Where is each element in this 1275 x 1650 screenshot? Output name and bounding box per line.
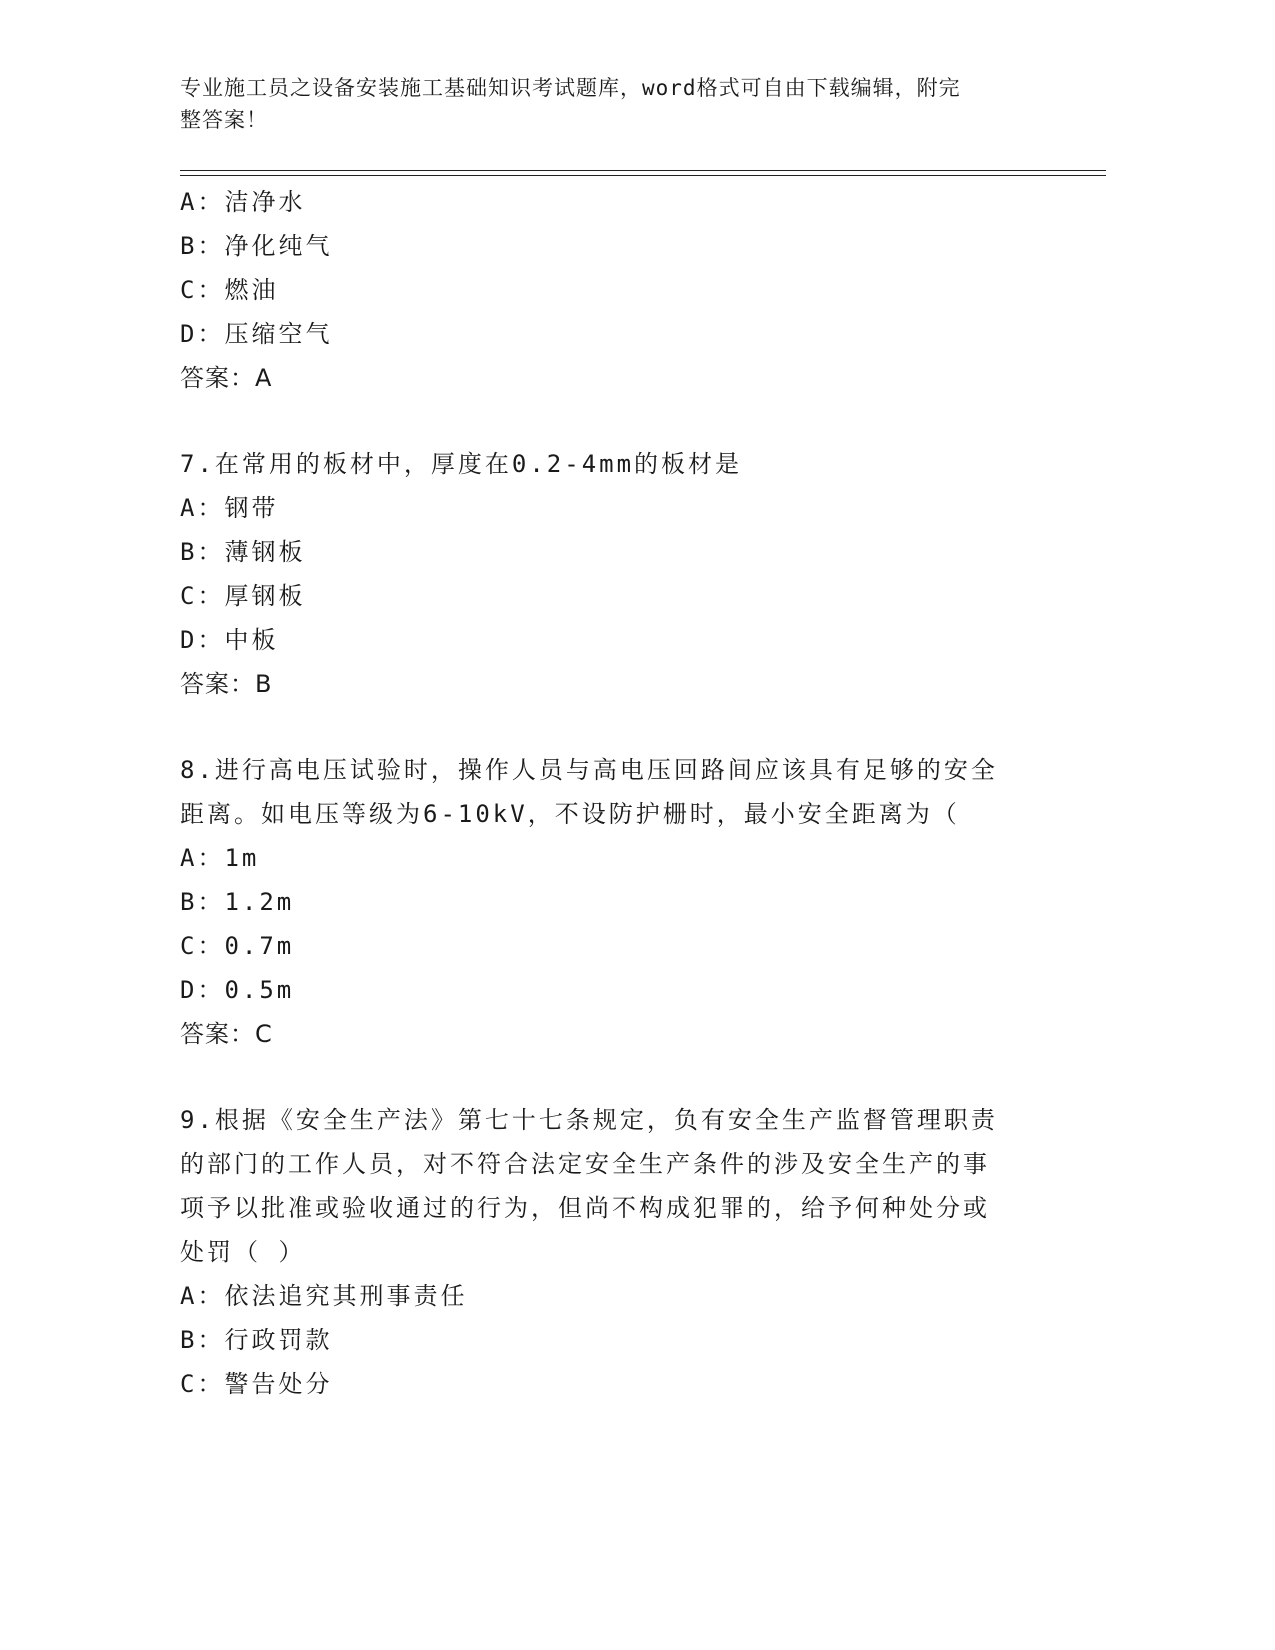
option-b: B：薄钢板 [180, 538, 306, 566]
question-8 [180, 748, 1040, 1056]
answer-line: 答案：B [180, 670, 273, 698]
option-c: C：燃油 [180, 276, 279, 304]
option-c: C：厚钢板 [180, 582, 306, 610]
option-b: B：行政罚款 [180, 1326, 333, 1354]
option-b: B：1.2m [180, 888, 295, 916]
answer-line: 答案：C [180, 1020, 273, 1048]
document-header [180, 72, 1060, 136]
header-line-1: 专业施工员之设备安装施工基础知识考试题库，word格式可自由下载编辑，附完 [180, 76, 961, 100]
question-9 [180, 1098, 1040, 1406]
header-line-2: 整答案！ [180, 108, 268, 132]
header-divider-top [180, 170, 1106, 171]
question-text: 8.进行高电压试验时，操作人员与高电压回路间应该具有足够的安全 [180, 756, 998, 784]
question-text: 处罚（ ） [180, 1238, 306, 1266]
answer-line: 答案：A [180, 364, 273, 392]
question-text: 的部门的工作人员，对不符合法定安全生产条件的涉及安全生产的事 [180, 1150, 990, 1178]
question-6 [180, 180, 1040, 400]
option-d: D：中板 [180, 626, 279, 654]
question-text: 距离。如电压等级为6-10kV，不设防护栅时，最小安全距离为（ [180, 800, 960, 828]
option-b: B：净化纯气 [180, 232, 333, 260]
question-7 [180, 442, 1040, 706]
question-list [180, 180, 1040, 1406]
question-text: 7.在常用的板材中，厚度在0.2-4mm的板材是 [180, 450, 743, 478]
header-divider-bottom [180, 175, 1106, 176]
option-d: D：压缩空气 [180, 320, 333, 348]
option-c: C：警告处分 [180, 1370, 333, 1398]
option-a: A：依法追究其刑事责任 [180, 1282, 468, 1310]
option-d: D：0.5m [180, 976, 295, 1004]
question-text: 9.根据《安全生产法》第七十七条规定，负有安全生产监督管理职责 [180, 1106, 998, 1134]
option-c: C：0.7m [180, 932, 295, 960]
option-a: A：钢带 [180, 494, 279, 522]
option-a: A：洁净水 [180, 188, 306, 216]
option-a: A：1m [180, 844, 260, 872]
question-text: 项予以批准或验收通过的行为，但尚不构成犯罪的，给予何种处分或 [180, 1194, 990, 1222]
